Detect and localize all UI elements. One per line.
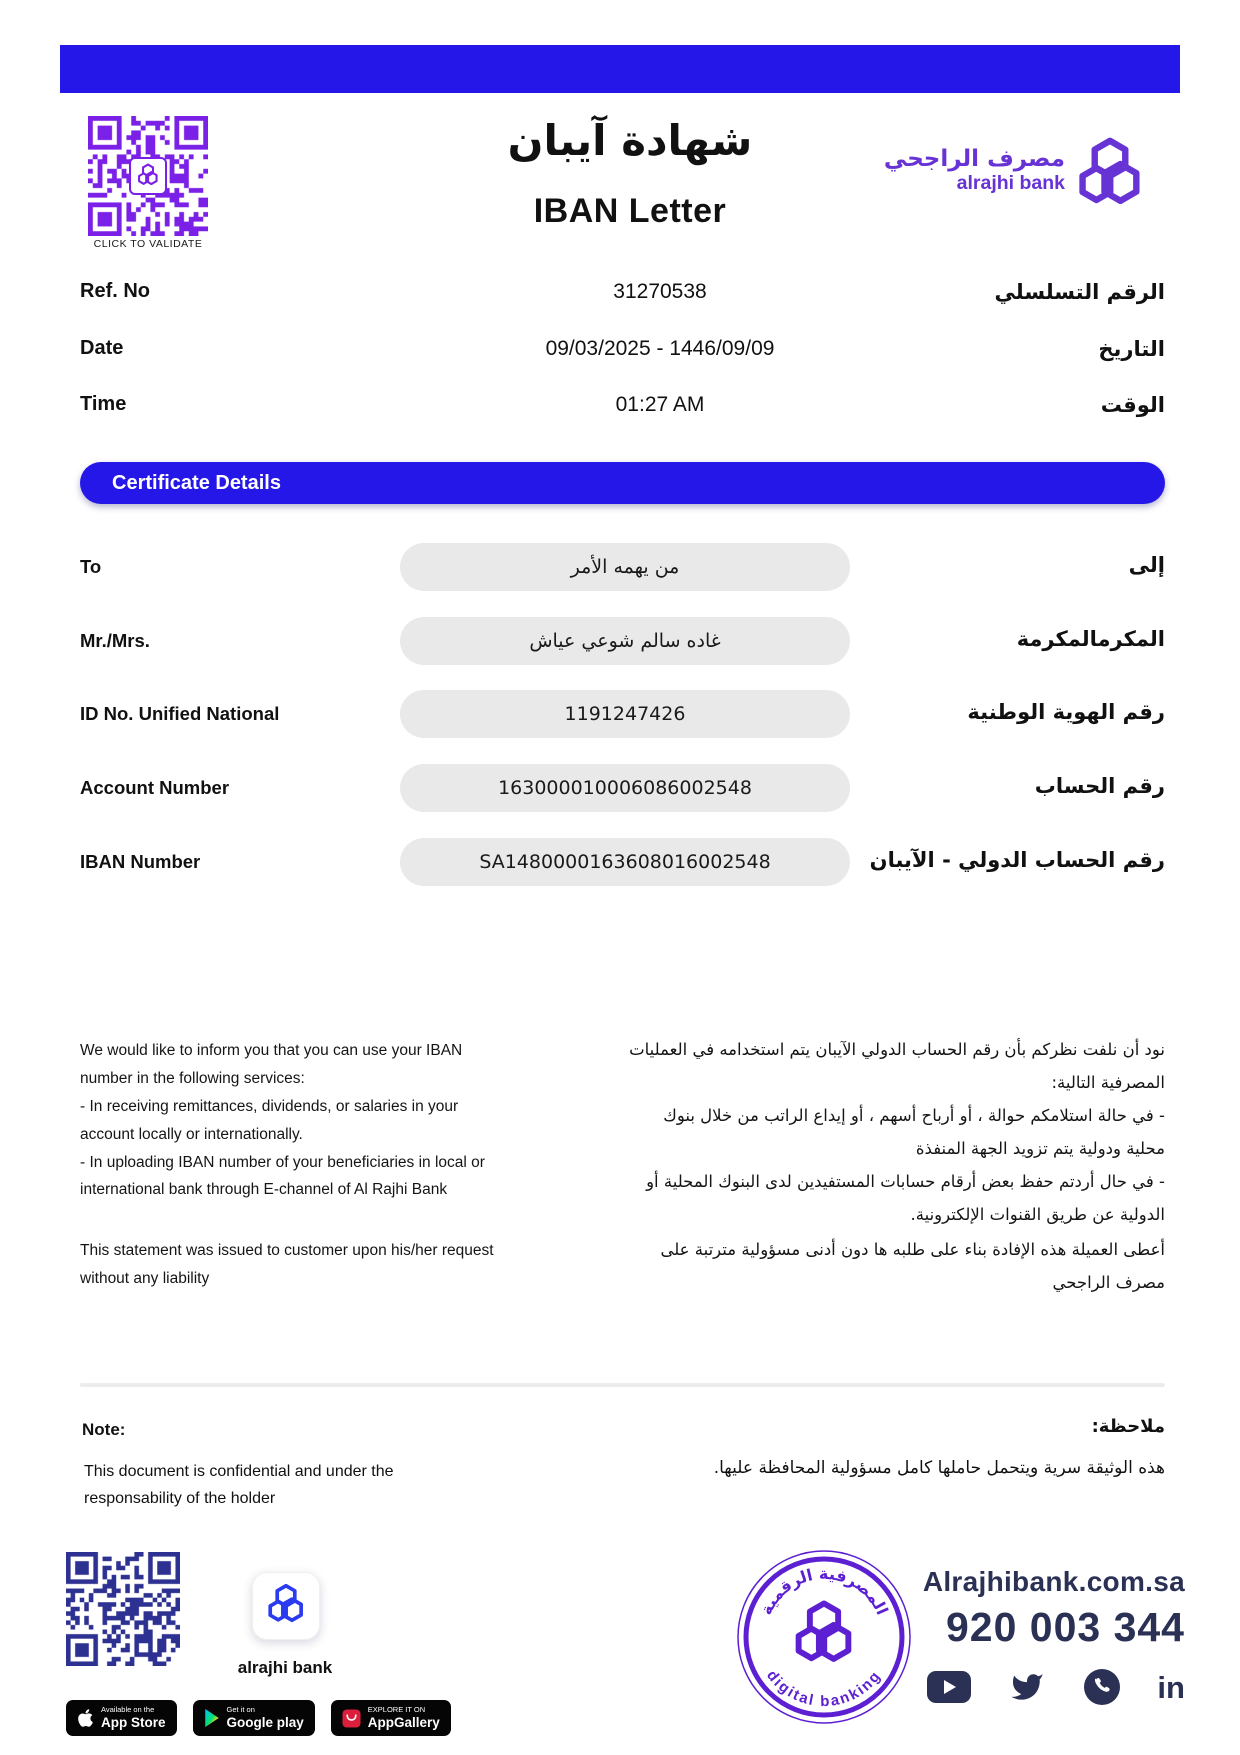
alrajhi-bank-logo-icon <box>1070 136 1150 216</box>
info-en-point1: - In receiving remittances, dividends, or salaries in your account locally or internationally. <box>80 1097 459 1143</box>
time-value: 01:27 AM <box>615 393 705 416</box>
ref-no-label-ar: الرقم التسلسلي <box>994 280 1165 304</box>
info-en-intro: We would like to inform you that you can use your IBAN number in the following services: <box>80 1042 463 1087</box>
id-label-ar: رقم الهوية الوطنية <box>967 700 1165 724</box>
badge-top-text: EXPLORE IT ON <box>367 1705 426 1715</box>
badge-bottom-text: AppGallery <box>367 1714 440 1730</box>
whatsapp-icon[interactable] <box>1083 1668 1121 1706</box>
detail-row-iban <box>80 838 1165 886</box>
info-ar-intro: نود أن نلفت نظركم بأن رقم الحساب الدولي الآيبان يتم استخدامه في العمليات المصرفية التالية: <box>629 1040 1165 1092</box>
info-paragraph-english <box>80 1037 515 1204</box>
info-en-point2: - In uploading IBAN number of your beneficiaries in local or international bank through E-channel of Al Rajhi Bank <box>80 1153 485 1199</box>
info-ar-point1: - في حالة استلامكم حوالة ، أو أرباح أسهم ، أو إيداع الراتب من خلال بنوك محلية ودولية يتم تزويد الجهة المنفذة <box>663 1106 1165 1158</box>
account-value-pill: 163000010006086002548 <box>400 764 850 812</box>
qr-caption: CLICK TO VALIDATE <box>93 238 203 250</box>
note-label-ar: ملاحظة: <box>1091 1416 1165 1437</box>
name-label-en: Mr./Mrs. <box>80 630 150 651</box>
info-paragraph-arabic <box>620 1033 1165 1231</box>
meta-row-ref-no <box>80 280 1165 310</box>
bank-phone-number: 920 003 344 <box>945 1604 1185 1650</box>
iban-label-en: IBAN Number <box>80 851 201 872</box>
app-gallery-icon <box>342 1709 361 1728</box>
store-badges <box>66 1700 451 1736</box>
closing-paragraph-english: This statement was issued to customer upon his/her request without any liability <box>80 1242 494 1287</box>
id-value-pill: 1191247426 <box>400 690 850 738</box>
time-label-en: Time <box>80 393 127 415</box>
social-icons <box>927 1666 1185 1708</box>
meta-row-date <box>80 337 1165 367</box>
account-label-ar: رقم الحساب <box>1034 774 1165 798</box>
app-qr-canvas[interactable] <box>66 1552 180 1666</box>
ref-no-label-en: Ref. No <box>80 280 150 302</box>
top-blue-bar <box>60 45 1180 93</box>
seal-text-arabic: المصرفية الرقمية <box>756 1563 892 1618</box>
to-label-ar: إلى <box>1128 553 1165 577</box>
app-store-badge[interactable] <box>66 1700 177 1736</box>
certificate-details-header <box>80 462 1165 504</box>
bank-website-link[interactable]: Alrajhibank.com.sa <box>922 1566 1185 1597</box>
name-value-pill: غاده سالم شوعي عياش <box>400 617 850 665</box>
digital-banking-seal <box>735 1541 913 1733</box>
note-label-en: Note: <box>82 1420 126 1439</box>
apple-icon <box>77 1708 94 1728</box>
bank-logo-text <box>825 146 1065 195</box>
detail-row-name <box>80 617 1165 665</box>
badge-bottom-text: Google play <box>226 1714 304 1730</box>
meta-row-time <box>80 393 1165 423</box>
info-ar-point2: - في حال أردتم حفظ بعض أرقام حسابات المستفيدين لدى البنوك المحلية أو الدولية عن طريق القنوات الإلكترونية. <box>646 1172 1165 1224</box>
app-name-label: alrajhi bank <box>237 1658 333 1677</box>
badge-bottom-text: App Store <box>101 1714 166 1730</box>
date-value: 09/03/2025 - 1446/09/09 <box>545 337 775 360</box>
linkedin-icon[interactable]: in <box>1157 1669 1185 1705</box>
iban-label-ar: رقم الحساب الدولي - الآيبان <box>869 848 1165 872</box>
detail-row-id <box>80 690 1165 738</box>
date-label-en: Date <box>80 337 124 359</box>
closing-paragraph-arabic: أعطى العميلة هذه الإفادة بناء على طلبه ها دون أدنى مسؤولية مترتبة على مصرف الراجحي <box>660 1240 1165 1292</box>
seal-text-english: digital banking <box>763 1667 885 1711</box>
detail-row-account <box>80 764 1165 812</box>
badge-top-text: Available on the <box>101 1705 155 1715</box>
note-body-ar: هذه الوثيقة سرية ويتحمل حاملها كامل مسؤولية المحافظة عليها. <box>713 1458 1165 1478</box>
alrajhi-app-icon <box>252 1572 320 1640</box>
time-label-ar: الوقت <box>1100 393 1165 417</box>
name-label-ar: المكرمالمكرمة <box>1016 627 1165 651</box>
bank-name-arabic: مصرف الراجحي <box>883 146 1065 172</box>
document-title-english: IBAN Letter <box>533 192 727 230</box>
google-play-icon <box>204 1709 220 1727</box>
detail-row-to <box>80 543 1165 591</box>
app-download-qr-code[interactable] <box>66 1552 180 1666</box>
ref-no-value: 31270538 <box>613 280 707 303</box>
alrajhi-trefoil-icon <box>135 163 161 189</box>
to-value-pill: من يهمه الأمر <box>400 543 850 591</box>
account-label-en: Account Number <box>80 777 230 798</box>
qr-center-logo <box>129 157 167 195</box>
alrajhi-trefoil-icon <box>263 1583 309 1629</box>
certificate-details-title: Certificate Details <box>112 471 281 494</box>
note-body-en: This document is confidential and under the responsability of the holder <box>84 1463 394 1508</box>
to-label-en: To <box>80 556 102 577</box>
iban-value-pill: SA1480000163608016002548 <box>400 838 850 886</box>
document-title-arabic: شهادة آيبان <box>507 116 753 165</box>
app-gallery-badge[interactable] <box>331 1700 451 1736</box>
id-label-en: ID No. Unified National <box>80 703 280 724</box>
google-play-badge[interactable] <box>193 1700 315 1736</box>
youtube-icon[interactable] <box>927 1671 971 1703</box>
date-label-ar: التاريخ <box>1098 337 1165 361</box>
bank-name-english: alrajhi bank <box>956 172 1065 195</box>
section-divider <box>80 1383 1165 1387</box>
badge-top-text: Get it on <box>226 1705 255 1715</box>
twitter-icon[interactable] <box>1007 1670 1047 1704</box>
validation-qr-code[interactable] <box>88 116 208 236</box>
